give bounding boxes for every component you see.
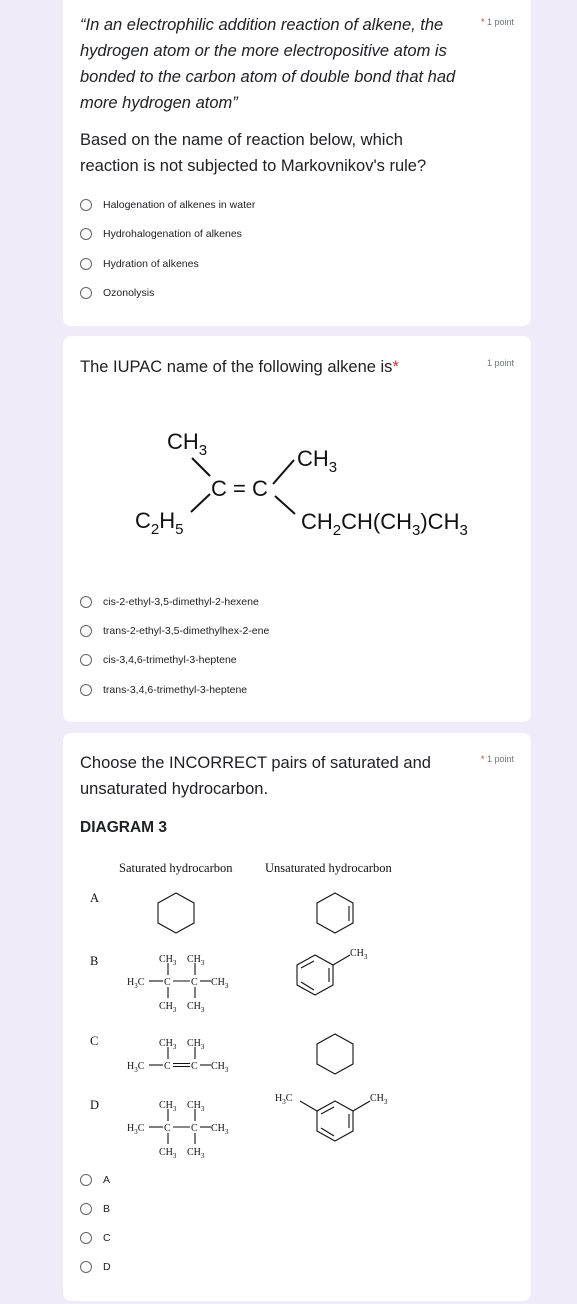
question-card-2	[63, 336, 531, 722]
question-title	[80, 354, 399, 380]
quote-line: more hydrogen atom”	[80, 94, 238, 112]
svg-text:CH3: $CH_3$	[187, 954, 205, 967]
option-b[interactable]	[80, 1199, 110, 1219]
svg-text:CH3: $CH_3$	[159, 1100, 177, 1113]
radio-icon[interactable]	[80, 1232, 92, 1244]
svg-text:CH3: $CH_3$	[159, 1147, 177, 1160]
option-a[interactable]	[80, 1170, 110, 1190]
svg-text:H3C: $H_3C$	[127, 977, 145, 990]
svg-text:H3C: $H_3C$	[275, 1093, 293, 1106]
option-label: Halogenation of alkenes in water	[103, 199, 256, 211]
svg-text:C: C	[191, 1123, 198, 1134]
option-trans-trimethyl[interactable]	[80, 680, 247, 700]
question-card-1	[63, 0, 531, 326]
svg-text:C: C	[164, 1061, 171, 1072]
option-label: B	[103, 1203, 111, 1215]
points-value: 1 point	[486, 17, 514, 27]
svg-text:C: C	[164, 977, 171, 988]
cyclohexane-a	[158, 893, 194, 933]
quote-line: hydrogen atom or the more electropositive atom is	[80, 42, 447, 60]
radio-icon[interactable]	[80, 596, 92, 608]
quote-line: bonded to the carbon atom of double bond that had	[80, 68, 456, 86]
radio-icon[interactable]	[80, 625, 92, 637]
toluene-b	[297, 955, 350, 995]
option-label: trans-3,4,6-trimethyl-3-heptene	[103, 684, 248, 696]
option-label: cis-2-ethyl-3,5-dimethyl-2-hexene	[103, 596, 259, 608]
svg-text:CH3: $CH_3$	[187, 1147, 205, 1160]
option-ozonolysis[interactable]	[80, 283, 154, 303]
xylene-d	[300, 1101, 370, 1141]
svg-text:CH3: $CH_3$	[187, 1001, 205, 1014]
question-card-3	[63, 733, 531, 1301]
option-c[interactable]	[80, 1228, 111, 1248]
option-cis-2-ethyl[interactable]	[80, 592, 259, 612]
top-right-group: $CH_3$	[297, 446, 338, 476]
question-prompt	[80, 127, 426, 179]
option-label: trans-2-ethyl-3,5-dimethylhex-2-ene	[103, 625, 270, 637]
option-hydration[interactable]	[80, 254, 199, 274]
bottom-left-group: $C_2H_5$	[135, 508, 184, 538]
svg-text:CH3: $CH_3$	[187, 1038, 205, 1051]
tetramethylbutane-d	[149, 1109, 211, 1144]
cyclohexane-c	[317, 1034, 353, 1074]
radio-icon[interactable]	[80, 1261, 92, 1273]
svg-text:H3C: $H_3C$	[127, 1123, 145, 1136]
row-label-c: C	[90, 1034, 99, 1048]
svg-text:H3C: $H_3C$	[127, 1061, 145, 1074]
option-label: Hydration of alkenes	[103, 258, 199, 270]
tetramethylbutane-b	[149, 963, 211, 998]
prompt-line: reaction is not subjected to Markovnikov's rule?	[80, 157, 427, 175]
required-asterisk: *	[480, 17, 485, 27]
svg-text:CH3: $CH_3$	[187, 1100, 205, 1113]
col-saturated-header: Saturated hydrocarbon	[119, 861, 233, 875]
title-line: unsaturated hydrocarbon.	[80, 780, 269, 798]
alkene-structure	[63, 416, 531, 576]
svg-text:CH3: $CH_3$	[350, 948, 368, 961]
option-label: cis-3,4,6-trimethyl-3-heptene	[103, 654, 237, 666]
points-value: 1 point	[486, 754, 514, 764]
option-label: A	[103, 1174, 111, 1186]
diagram-3	[63, 851, 531, 1181]
points-label	[481, 17, 514, 27]
bottom-right-group: $CH_2CH(CH_3)CH_3$	[301, 509, 468, 539]
radio-icon[interactable]	[80, 287, 92, 299]
radio-icon[interactable]	[80, 654, 92, 666]
question-quote	[80, 12, 455, 116]
row-label-b: B	[90, 954, 99, 968]
svg-text:C: C	[191, 1061, 198, 1072]
question-title	[80, 750, 431, 802]
col-unsaturated-header: Unsaturated hydrocarbon	[265, 861, 392, 875]
radio-icon[interactable]	[80, 1174, 92, 1186]
double-bond: C = C	[211, 476, 268, 501]
svg-text:CH3: $CH_3$	[159, 1001, 177, 1014]
row-label-d: D	[90, 1098, 100, 1112]
title-line: Choose the INCORRECT pairs of saturated and	[80, 754, 431, 772]
option-halogenation[interactable]	[80, 195, 255, 215]
row-label-a: A	[90, 891, 100, 905]
svg-text:CH3: $CH_3$	[211, 1123, 229, 1136]
svg-text:CH3: $CH_3$	[159, 1038, 177, 1051]
option-cis-trimethyl[interactable]	[80, 650, 237, 670]
svg-text:CH3: $CH_3$	[211, 1061, 229, 1074]
svg-text:C: C	[164, 1123, 171, 1134]
question-title-text: The IUPAC name of the following alkene is	[80, 358, 393, 376]
diagram-label: DIAGRAM 3	[80, 819, 167, 836]
radio-icon[interactable]	[80, 1203, 92, 1215]
points-label: 1 point	[486, 358, 514, 368]
cyclohexene-a	[317, 893, 353, 933]
quote-line: “In an electrophilic addition reaction of alkene, the	[80, 16, 444, 34]
option-hydrohalogenation[interactable]	[80, 224, 242, 244]
points-label	[481, 754, 514, 764]
option-label: D	[103, 1261, 111, 1273]
prompt-line: Based on the name of reaction below, which	[80, 131, 403, 149]
svg-text:CH3: $CH_3$	[159, 954, 177, 967]
svg-text:C: C	[191, 977, 198, 988]
option-trans-2-ethyl[interactable]	[80, 621, 269, 641]
svg-text:CH3: $CH_3$	[211, 977, 229, 990]
radio-icon[interactable]	[80, 199, 92, 211]
required-asterisk: *	[392, 358, 399, 376]
radio-icon[interactable]	[80, 258, 92, 270]
option-label: Ozonolysis	[103, 287, 155, 299]
required-asterisk: *	[480, 754, 485, 764]
option-d[interactable]	[80, 1257, 111, 1277]
svg-text:CH3: $CH_3$	[370, 1093, 388, 1106]
radio-icon[interactable]	[80, 684, 92, 696]
option-label: Hydrohalogenation of alkenes	[103, 228, 242, 240]
radio-icon[interactable]	[80, 228, 92, 240]
option-label: C	[103, 1232, 111, 1244]
top-left-group: $CH_3$	[167, 429, 208, 459]
